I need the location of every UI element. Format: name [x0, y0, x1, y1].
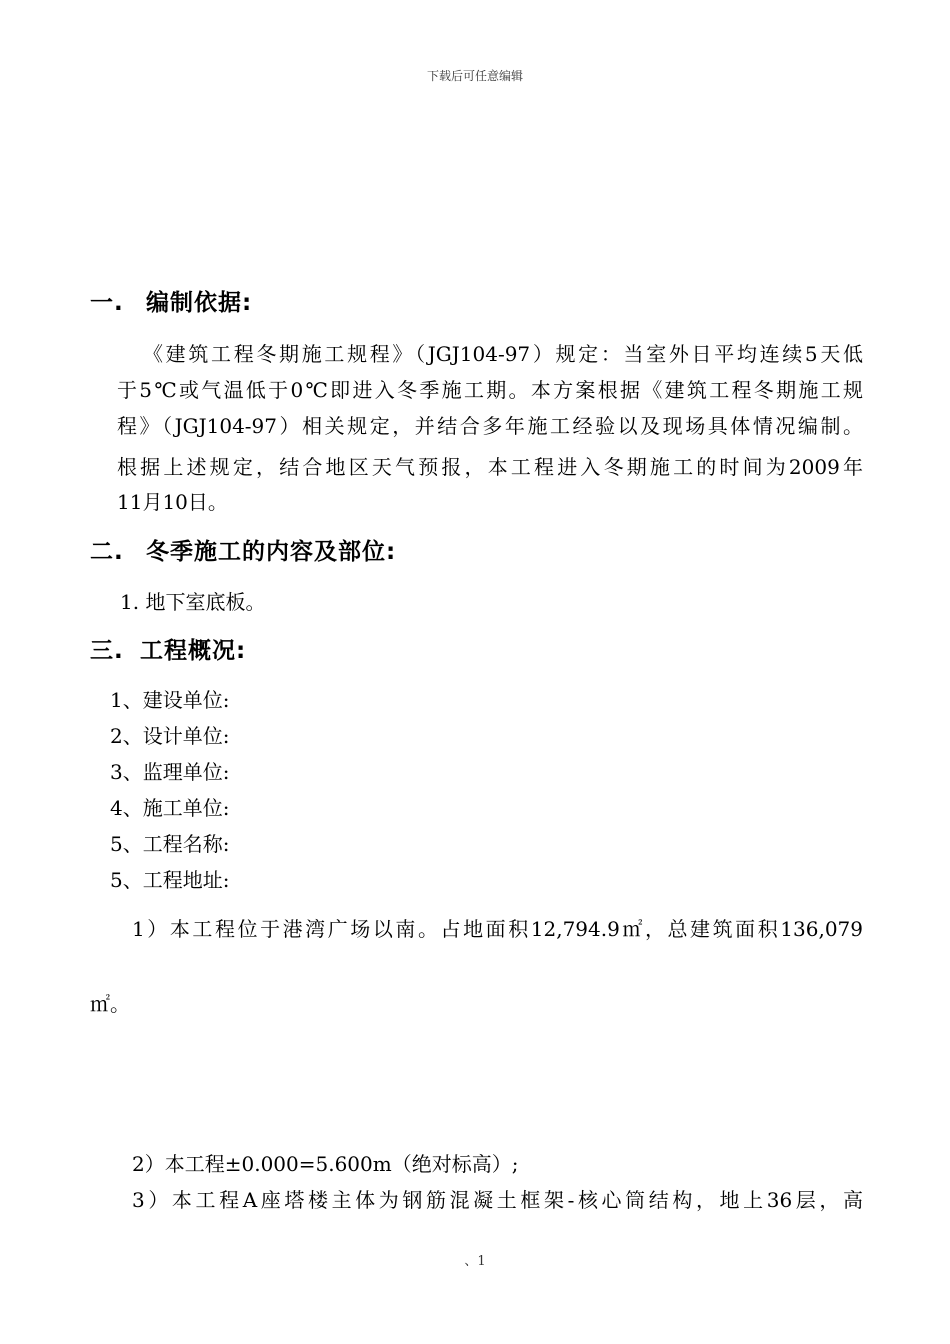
- list-item: 4、施工单位:: [110, 796, 230, 820]
- page-header-note: 下载后可任意编辑: [426, 69, 523, 83]
- paragraph-line: 根据上述规定，结合地区天气预报，本工程进入冬期施工的时间为2009年: [117, 455, 863, 479]
- section-title: 编制依据:: [146, 290, 253, 316]
- detail-line: 2）本工程±0.000=5.600m（绝对标高）;: [132, 1152, 519, 1176]
- paragraph-line: 于5℃或气温低于0℃即进入冬季施工期。本方案根据《建筑工程冬期施工规: [117, 378, 863, 402]
- list-item: 5、工程地址:: [110, 868, 230, 892]
- section-number: 一.: [90, 290, 124, 316]
- section-heading-overview: [90, 632, 246, 665]
- section-title: 冬季施工的内容及部位:: [146, 539, 397, 565]
- detail-line: 3）本工程A座塔楼主体为钢筋混凝土框架-核心筒结构，地上36层，高: [132, 1188, 863, 1212]
- list-item: 1. 地下室底板。: [120, 590, 266, 614]
- section-number: 三.: [90, 638, 124, 664]
- section-heading-content: [90, 533, 396, 566]
- detail-line: ㎡。: [90, 992, 130, 1016]
- list-item: 3、监理单位:: [110, 760, 230, 784]
- section-heading-basis: [90, 284, 252, 317]
- list-item: 2、设计单位:: [110, 724, 230, 748]
- list-item: 5、工程名称:: [110, 832, 230, 856]
- detail-line: 1）本工程位于港湾广场以南。占地面积12,794.9㎡，总建筑面积136,079: [132, 917, 863, 941]
- paragraph-line: 11月10日。: [117, 490, 228, 514]
- page-number: 、1: [464, 1254, 486, 1269]
- list-item: 1、建设单位:: [110, 688, 230, 712]
- section-number: 二.: [90, 539, 124, 565]
- paragraph-line: 程》（JGJ104-97）相关规定，并结合多年施工经验以及现场具体情况编制。: [117, 414, 863, 438]
- section-title: 工程概况:: [140, 638, 247, 664]
- paragraph-line: 《建筑工程冬期施工规程》（JGJ104-97）规定：当室外日平均连续5天低: [143, 342, 863, 366]
